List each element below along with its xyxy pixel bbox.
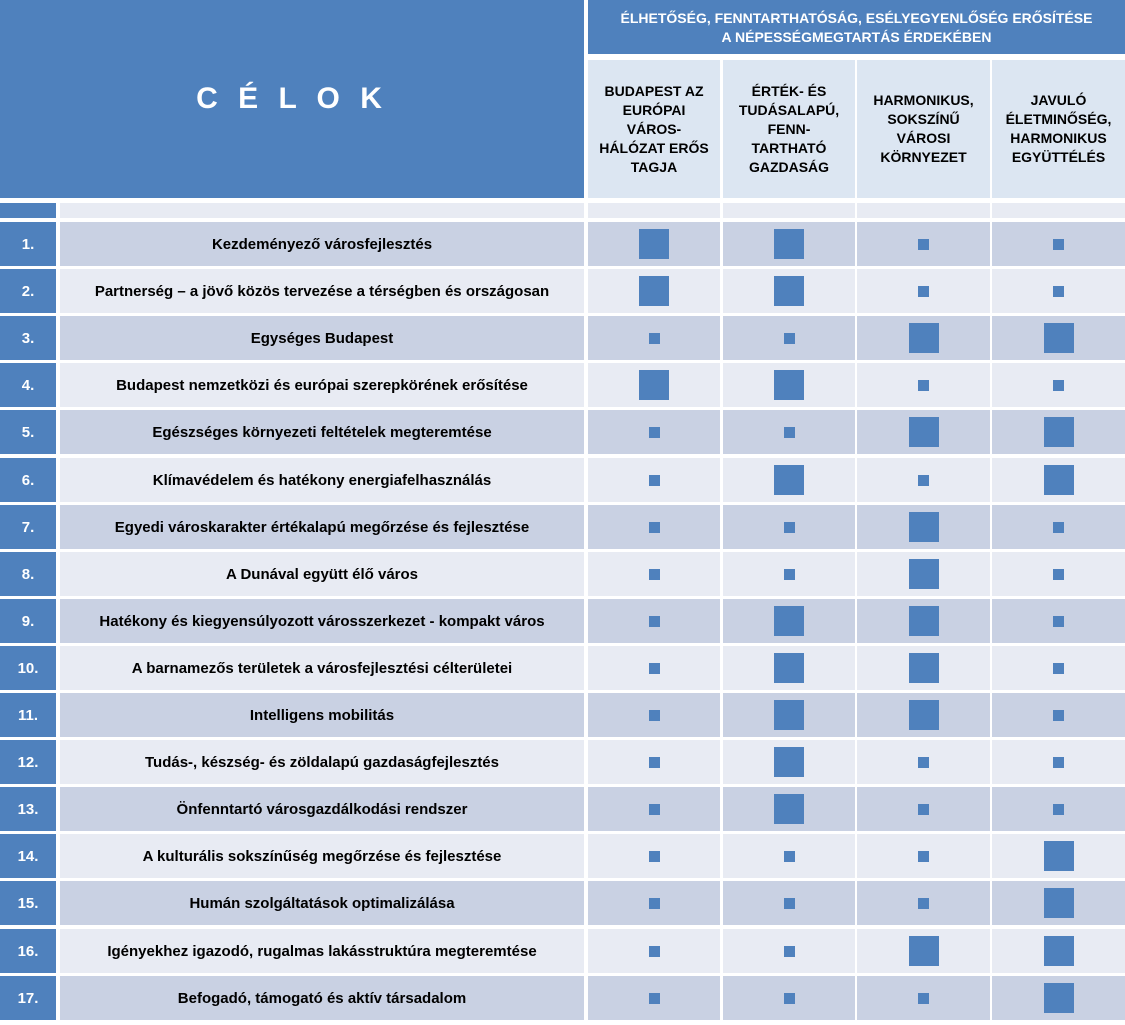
relation-cell: [992, 740, 1125, 784]
relation-cell: [992, 316, 1125, 360]
strong-relation-marker: [1044, 323, 1074, 353]
strong-relation-marker: [639, 276, 669, 306]
relation-cell: [723, 410, 855, 454]
weak-relation-marker: [918, 286, 929, 297]
relation-cell: [723, 505, 855, 549]
relation-cell: [857, 929, 990, 973]
strong-relation-marker: [909, 606, 939, 636]
relation-cell: [857, 505, 990, 549]
strong-relation-marker: [1044, 417, 1074, 447]
relation-cell: [992, 881, 1125, 925]
relation-cell: [992, 599, 1125, 643]
row-number: 7.: [0, 505, 56, 549]
column-header-line: TUDÁSALAPÚ,: [738, 101, 840, 118]
relation-cell: [723, 976, 855, 1020]
row-number: 1.: [0, 222, 56, 266]
strong-relation-marker: [774, 606, 804, 636]
weak-relation-marker: [784, 898, 795, 909]
row-number: 8.: [0, 552, 56, 596]
column-header-line: EURÓPAI: [622, 101, 686, 118]
weak-relation-marker: [649, 946, 660, 957]
weak-relation-marker: [649, 898, 660, 909]
relation-cell: [992, 363, 1125, 407]
relation-cell: [588, 269, 720, 313]
relation-cell: [588, 976, 720, 1020]
relation-cell: [992, 646, 1125, 690]
column-header-1: [588, 60, 720, 198]
goal-label: Tudás-, készség- és zöldalapú gazdaságfejlesztés: [60, 740, 584, 784]
strong-relation-marker: [774, 276, 804, 306]
relation-cell: [857, 316, 990, 360]
relation-cell: [588, 929, 720, 973]
weak-relation-marker: [649, 757, 660, 768]
relation-cell: [723, 787, 855, 831]
weak-relation-marker: [918, 993, 929, 1004]
celok-title-block: [0, 0, 584, 198]
column-header-line: GAZDASÁG: [748, 158, 830, 175]
goal-label: Humán szolgáltatások optimalizálása: [60, 881, 584, 925]
spacer-cell: [60, 203, 584, 218]
row-number: 16.: [0, 929, 56, 973]
weak-relation-marker: [784, 427, 795, 438]
relation-cell: [588, 787, 720, 831]
relation-cell: [992, 269, 1125, 313]
row-number: 15.: [0, 881, 56, 925]
strong-relation-marker: [909, 512, 939, 542]
strong-relation-marker: [774, 653, 804, 683]
strong-relation-marker: [1044, 888, 1074, 918]
weak-relation-marker: [649, 427, 660, 438]
goal-label: Befogadó, támogató és aktív társadalom: [60, 976, 584, 1020]
column-header-line: SOKSZÍNŰ: [887, 111, 960, 127]
goal-label: Klímavédelem és hatékony energiafelhasználás: [60, 458, 584, 502]
spacer-cell: [588, 203, 720, 218]
weak-relation-marker: [1053, 239, 1064, 250]
relation-cell: [992, 505, 1125, 549]
weak-relation-marker: [1053, 380, 1064, 391]
weak-relation-marker: [1053, 663, 1064, 674]
weak-relation-marker: [1053, 569, 1064, 580]
relation-cell: [723, 740, 855, 784]
relation-cell: [723, 646, 855, 690]
strong-relation-marker: [909, 700, 939, 730]
strong-relation-marker: [774, 700, 804, 730]
row-number: 12.: [0, 740, 56, 784]
relation-cell: [588, 646, 720, 690]
column-header-line: ÉRTÉK- ÉS: [751, 82, 827, 99]
relation-cell: [723, 881, 855, 925]
goal-label: Kezdeményező városfejlesztés: [60, 222, 584, 266]
relation-cell: [723, 929, 855, 973]
relation-cell: [588, 363, 720, 407]
relation-cell: [857, 410, 990, 454]
strong-relation-marker: [639, 229, 669, 259]
goal-label: A barnamezős területek a városfejlesztési célterületei: [60, 646, 584, 690]
weak-relation-marker: [784, 522, 795, 533]
weak-relation-marker: [649, 804, 660, 815]
relation-cell: [588, 316, 720, 360]
weak-relation-marker: [784, 333, 795, 344]
relation-cell: [857, 363, 990, 407]
weak-relation-marker: [918, 475, 929, 486]
relation-cell: [992, 458, 1125, 502]
strong-relation-marker: [1044, 465, 1074, 495]
weak-relation-marker: [1053, 804, 1064, 815]
column-header-3: [857, 60, 990, 198]
weak-relation-marker: [649, 475, 660, 486]
relation-cell: [857, 599, 990, 643]
strong-relation-marker: [774, 794, 804, 824]
row-number: 2.: [0, 269, 56, 313]
weak-relation-marker: [918, 380, 929, 391]
goal-label: A Dunával együtt élő város: [60, 552, 584, 596]
column-header-line: HARMONIKUS: [1010, 130, 1107, 146]
relation-cell: [588, 552, 720, 596]
top-header-line2: A NÉPESSÉGMEGTARTÁS ÉRDEKÉBEN: [721, 29, 992, 45]
strong-relation-marker: [909, 323, 939, 353]
goal-label: Budapest nemzetközi és európai szerepkörének erősítése: [60, 363, 584, 407]
row-number: 3.: [0, 316, 56, 360]
strong-relation-marker: [1044, 983, 1074, 1013]
column-header-line: TARTHATÓ: [751, 139, 827, 156]
row-number: 11.: [0, 693, 56, 737]
strong-relation-marker: [909, 417, 939, 447]
relation-cell: [588, 599, 720, 643]
goal-label: Intelligens mobilitás: [60, 693, 584, 737]
column-header-line: KÖRNYEZET: [880, 149, 967, 165]
goal-label: Hatékony és kiegyensúlyozott városszerkezet - kompakt város: [60, 599, 584, 643]
relation-cell: [857, 222, 990, 266]
weak-relation-marker: [649, 616, 660, 627]
strong-relation-marker: [1044, 936, 1074, 966]
spacer-cell: [0, 203, 56, 218]
column-header-line: FENN-: [767, 120, 811, 137]
column-header-4: [992, 60, 1125, 198]
relation-cell: [857, 976, 990, 1020]
column-header-line: HÁLÓZAT ERŐS: [599, 139, 709, 156]
relation-cell: [857, 693, 990, 737]
column-header-line: EGYÜTTÉLÉS: [1011, 149, 1106, 165]
column-header-line: TAGJA: [630, 158, 678, 175]
relation-cell: [992, 552, 1125, 596]
row-number: 6.: [0, 458, 56, 502]
relation-cell: [857, 458, 990, 502]
relation-cell: [992, 410, 1125, 454]
relation-cell: [857, 787, 990, 831]
relation-cell: [992, 693, 1125, 737]
goal-label: Egészséges környezeti feltételek megteremtése: [60, 410, 584, 454]
weak-relation-marker: [649, 851, 660, 862]
row-number: 10.: [0, 646, 56, 690]
weak-relation-marker: [918, 804, 929, 815]
strong-relation-marker: [774, 370, 804, 400]
spacer-cell: [857, 203, 990, 218]
relation-cell: [723, 693, 855, 737]
weak-relation-marker: [649, 569, 660, 580]
column-header-line: BUDAPEST AZ: [604, 82, 704, 99]
weak-relation-marker: [1053, 757, 1064, 768]
column-header-2: [723, 60, 855, 198]
strong-relation-marker: [774, 465, 804, 495]
weak-relation-marker: [1053, 616, 1064, 627]
row-number: 17.: [0, 976, 56, 1020]
weak-relation-marker: [784, 851, 795, 862]
weak-relation-marker: [918, 239, 929, 250]
relation-cell: [588, 693, 720, 737]
column-header-line: VÁROSI: [896, 130, 951, 146]
relation-cell: [992, 834, 1125, 878]
column-header-line: VÁROS-: [626, 120, 682, 137]
relation-cell: [857, 740, 990, 784]
weak-relation-marker: [918, 757, 929, 768]
strong-relation-marker: [909, 653, 939, 683]
relation-cell: [992, 929, 1125, 973]
relation-cell: [588, 222, 720, 266]
relation-cell: [857, 552, 990, 596]
goal-label: Egyedi városkarakter értékalapú megőrzése és fejlesztése: [60, 505, 584, 549]
relation-cell: [723, 363, 855, 407]
relation-cell: [588, 881, 720, 925]
relation-cell: [723, 269, 855, 313]
relation-cell: [723, 458, 855, 502]
weak-relation-marker: [1053, 286, 1064, 297]
relation-cell: [588, 834, 720, 878]
strong-relation-marker: [774, 747, 804, 777]
column-header-line: JAVULÓ: [1030, 92, 1087, 108]
relation-cell: [723, 316, 855, 360]
row-number: 5.: [0, 410, 56, 454]
weak-relation-marker: [918, 898, 929, 909]
strong-relation-marker: [774, 229, 804, 259]
relation-cell: [723, 552, 855, 596]
weak-relation-marker: [649, 993, 660, 1004]
weak-relation-marker: [649, 663, 660, 674]
weak-relation-marker: [918, 851, 929, 862]
weak-relation-marker: [784, 569, 795, 580]
relation-cell: [992, 787, 1125, 831]
goal-label: A kulturális sokszínűség megőrzése és fejlesztése: [60, 834, 584, 878]
relation-cell: [588, 505, 720, 549]
weak-relation-marker: [649, 522, 660, 533]
weak-relation-marker: [649, 333, 660, 344]
weak-relation-marker: [649, 710, 660, 721]
weak-relation-marker: [784, 946, 795, 957]
row-number: 9.: [0, 599, 56, 643]
strong-relation-marker: [639, 370, 669, 400]
relation-cell: [857, 269, 990, 313]
relation-cell: [857, 646, 990, 690]
strong-relation-marker: [909, 936, 939, 966]
row-number: 14.: [0, 834, 56, 878]
relation-cell: [857, 834, 990, 878]
spacer-cell: [723, 203, 855, 218]
relation-cell: [857, 881, 990, 925]
relation-cell: [723, 222, 855, 266]
relation-cell: [992, 222, 1125, 266]
strong-relation-marker: [1044, 841, 1074, 871]
row-number: 13.: [0, 787, 56, 831]
relation-cell: [723, 599, 855, 643]
relation-cell: [588, 410, 720, 454]
weak-relation-marker: [1053, 710, 1064, 721]
goal-label: Egységes Budapest: [60, 316, 584, 360]
weak-relation-marker: [1053, 522, 1064, 533]
spacer-cell: [992, 203, 1125, 218]
relation-cell: [588, 458, 720, 502]
row-number: 4.: [0, 363, 56, 407]
goal-label: Önfenntartó városgazdálkodási rendszer: [60, 787, 584, 831]
top-header-line1: ÉLHETŐSÉG, FENNTARTHATÓSÁG, ESÉLYEGYENLŐSÉG ERŐSÍTÉSE: [620, 10, 1093, 26]
page-title: C É L O K: [196, 82, 388, 115]
top-header-block: [588, 0, 1125, 54]
column-header-line: ÉLETMINŐSÉG,: [1005, 111, 1112, 127]
goal-label: Partnerség – a jövő közös tervezése a térségben és országosan: [60, 269, 584, 313]
column-header-line: HARMONIKUS,: [873, 92, 974, 108]
goal-label: Igényekhez igazodó, rugalmas lakásstruktúra megteremtése: [60, 929, 584, 973]
relation-cell: [588, 740, 720, 784]
relation-cell: [992, 976, 1125, 1020]
relation-cell: [723, 834, 855, 878]
strong-relation-marker: [909, 559, 939, 589]
weak-relation-marker: [784, 993, 795, 1004]
